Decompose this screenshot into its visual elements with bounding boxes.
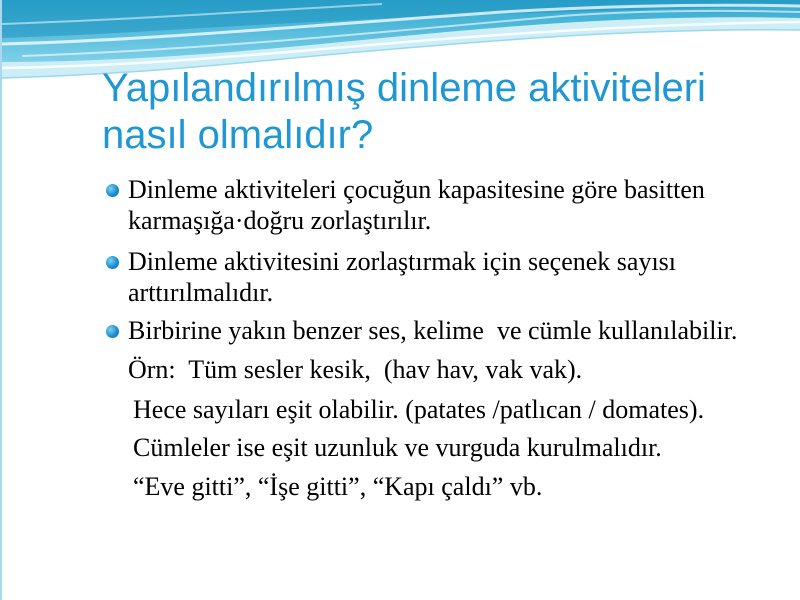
bullet-text: Dinleme aktiviteleri çocuğun kapasitesine göre basitten	[128, 175, 705, 204]
bullet-text: arttırılmalıdır.	[128, 278, 274, 307]
example-line: “Eve gitti”, “İşe gitti”, “Kapı çaldı” vb.	[133, 472, 543, 501]
bullet-icon	[106, 325, 119, 338]
slide-title-line-1: Yapılandırılmış dinleme aktiviteleri	[102, 66, 706, 110]
bullet-icon	[106, 256, 119, 269]
slide-title-line-2: nasıl olmalıdır?	[102, 113, 374, 157]
example-line: Örn: Tüm sesler kesik, (hav hav, vak vak).	[128, 355, 583, 384]
bullet-text: Birbirine yakın benzer ses, kelime ve cümle kullanılabilir.	[128, 316, 738, 345]
example-line: Cümleler ise eşit uzunluk ve vurguda kurulmalıdır.	[133, 433, 662, 462]
bullet-icon	[106, 184, 119, 197]
bullet-text: karmaşığa·doğru zorlaştırılır.	[128, 206, 432, 235]
example-line: Hece sayıları eşit olabilir. (patates /patlıcan / domates).	[133, 395, 705, 424]
bullet-text: Dinleme aktivitesini zorlaştırmak için seçenek sayısı	[128, 247, 677, 276]
